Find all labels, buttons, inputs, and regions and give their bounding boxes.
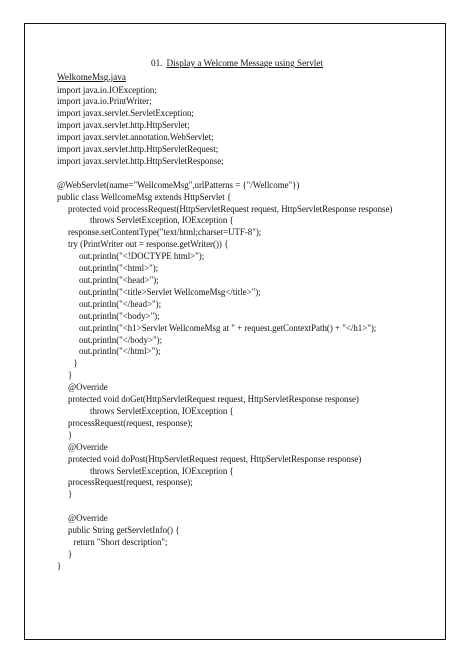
code-line: import javax.servlet.http.HttpServlet; [57,120,190,131]
code-line: protected void doPost(HttpServletRequest request, HttpServletResponse response) [68,453,362,464]
code-line: out.println("</body>"); [79,334,163,345]
code-line [57,168,392,180]
code-line: protected void processRequest(HttpServletRequest request, HttpServletResponse response) [68,203,393,214]
code-line: import javax.servlet.http.HttpServletRequest; [57,144,219,155]
code-line: out.println("<title>Servlet WellcomeMsg</title>"); [79,286,261,297]
section-number: 01. [150,58,163,68]
code-line: throws ServletException, IOException { [90,215,234,226]
code-line: try (PrintWriter out = response.getWriter()) { [68,239,229,250]
code-line: import javax.servlet.http.HttpServletResponse; [57,155,224,166]
code-listing [57,85,392,573]
code-line: } [68,548,73,559]
code-line: import javax.servlet.annotation.WebServlet; [57,132,214,143]
code-line: @Override [68,441,108,452]
code-line: } [68,370,73,381]
code-line: import java.io.IOException; [57,84,157,95]
file-name: WelkomeMsg.java [57,72,126,82]
code-line: out.println("<body>"); [79,310,160,321]
code-line: @Override [68,382,108,393]
code-line: out.println("</html>"); [79,346,161,357]
section-heading [0,58,474,69]
code-line: processRequest(request, response); [68,417,193,428]
code-line: processRequest(request, response); [68,477,193,488]
code-line: } [68,429,73,440]
code-line: } [57,560,62,571]
code-line: public String getServletInfo() { [68,525,180,536]
code-line: import java.io.PrintWriter; [57,96,152,107]
code-line: return "Short description"; [73,536,168,547]
code-line: response.setContentType("text/html;charset=UTF-8"); [68,227,262,238]
code-line: out.println("<h1>Servlet WellcomeMsg at " + request.getContextPath() + "</h1>"); [79,322,377,333]
section-title: Display a Welcome Message using Servlet [166,58,323,68]
code-line: protected void doGet(HttpServletRequest request, HttpServletResponse response) [68,394,359,405]
code-line: out.println("</head>"); [79,298,162,309]
code-line: public class WellcomeMsg extends HttpServlet { [57,191,232,202]
code-line: out.println("<head>"); [79,275,159,285]
code-line: throws ServletException, IOException { [90,465,234,476]
code-line: import javax.servlet.ServletException; [57,108,194,119]
code-line: @Override [68,513,108,524]
code-line: throws ServletException, IOException { [90,405,234,416]
code-line: out.println("<html>"); [79,263,159,274]
code-line: out.println("<!DOCTYPE html>"); [79,251,205,262]
code-line: @WebServlet(name="WellcomeMsg",urlPatterns = {"/Wellcome"}) [57,179,300,190]
code-line [57,501,392,513]
code-line: } [68,489,73,500]
code-line: } [73,358,78,369]
